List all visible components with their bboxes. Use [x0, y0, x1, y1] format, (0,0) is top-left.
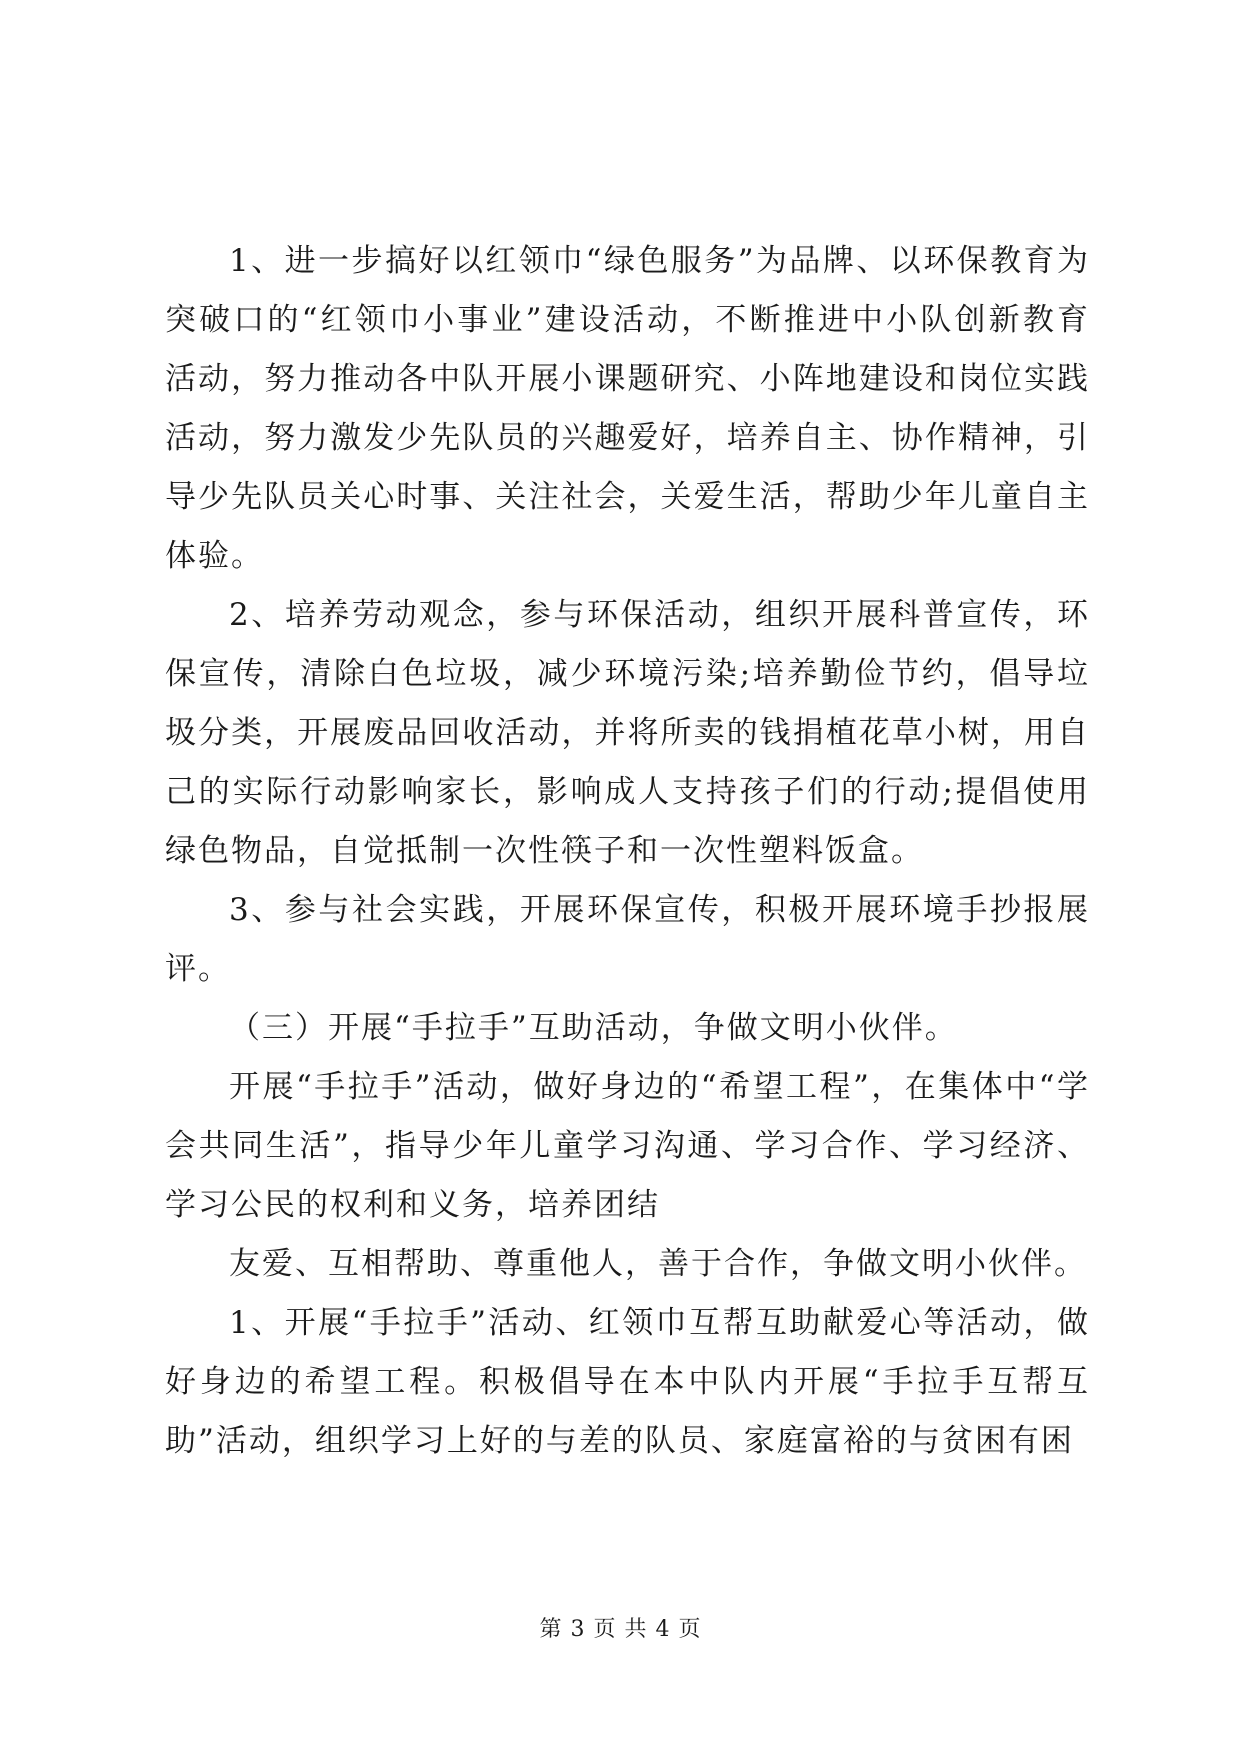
- paragraph-4: 开展“手拉手”活动，做好身边的“希望工程”，在集体中“学会共同生活”，指导少年儿童学习沟通、学习合作、学习经济、学习公民的权利和义务，培养团结: [165, 1069, 1090, 1223]
- document-body: [165, 232, 1090, 1471]
- section-heading: （三）开展“手拉手”互助活动，争做文明小伙伴。: [229, 1010, 958, 1046]
- page-footer: 第 3 页 共 4 页: [539, 1617, 702, 1642]
- paragraph-3: 3、参与社会实践，开展环保宣传，积极开展环境手抄报展评。: [165, 892, 1090, 987]
- paragraph-2: 2、培养劳动观念，参与环保活动，组织开展科普宣传，环保宣传，清除白色垃圾，减少环境污染;培养勤俭节约，倡导垃圾分类，开展废品回收活动，并将所卖的钱捐植花草小树，用自己的实际行动影响家长，影响成人支持孩子们的行动;提倡使用绿色物品，自觉抵制一次性筷子和一次性塑料饭盒。: [165, 597, 1090, 869]
- paragraph-1: 1、进一步搞好以红领巾“绿色服务”为品牌、以环保教育为突破口的“红领巾小事业”建设活动，不断推进中小队创新教育活动，努力推动各中队开展小课题研究、小阵地建设和岗位实践活动，努力激发少先队员的兴趣爱好，培养自主、协作精神，引导少先队员关心时事、关注社会，关爱生活，帮助少年儿童自主体验。: [165, 243, 1090, 574]
- paragraph-5: 友爱、互相帮助、尊重他人，善于合作，争做文明小伙伴。: [229, 1246, 1087, 1282]
- paragraph-6: 1、开展“手拉手”活动、红领巾互帮互助献爱心等活动，做好身边的希望工程。积极倡导在本中队内开展“手拉手互帮互助”活动，组织学习上好的与差的队员、家庭富裕的与贫困有困: [165, 1305, 1090, 1459]
